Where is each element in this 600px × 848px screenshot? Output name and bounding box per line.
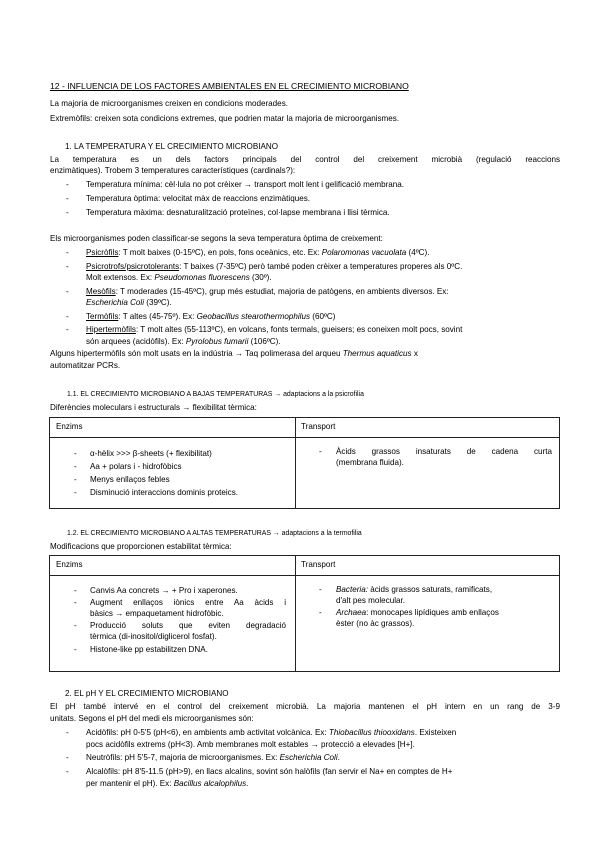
bullet-dash: -: [74, 488, 77, 497]
ph-alkaliphiles-cont: per mantenir el pH). Ex: Bacillus alcalophilus.: [86, 779, 249, 788]
class-psychrotrophs-cont: Molt extensos. Ex: Pseudomonas fluorescens (30º).: [86, 273, 272, 282]
subsection-heading: 1.1. EL CRECIMIENTO MICROBIANO A BAJAS TEMPERATURAS → adaptacions a la psicrofilia: [67, 391, 364, 398]
bullet-dash: -: [66, 753, 69, 762]
bullet-dash: -: [74, 621, 77, 630]
class-hyperthermophiles-cont: són arquees (acidòfils). Ex: Pyrolobus fumarii (106ºC).: [86, 337, 281, 346]
bullet-dash: -: [66, 728, 69, 737]
table-cell: d'alt pes molecular.: [336, 596, 406, 605]
bullet-text: Temperatura mínima: cèl·lula no pot crèixer → transport molt lent i gelificació membrana.: [86, 180, 405, 189]
bullet-text: Temperatura òptima: velocitat màx de reaccions enzimàtiques.: [86, 194, 311, 203]
bullet-dash: -: [66, 194, 69, 203]
table-cell: Histone-like pp estabilitzen DNA.: [90, 645, 208, 654]
table-cell: Augment enllaços iònics entre Aa àcids i: [90, 598, 286, 607]
table-cell: Bacteria: àcids grassos saturats, ramificats,: [336, 585, 493, 594]
low-temp-table: [49, 417, 560, 509]
table-header-transport: Transport: [301, 560, 336, 569]
class-mesophiles: Mesòfils: T moderades (15-45ºC), grup més estudiat, majoria de patògens, en ambients diversos. Ex:: [86, 287, 449, 296]
paragraph-line: Els microorganismes poden classificar-se segons la seva temperatura òptima de creixement:: [50, 234, 383, 243]
paragraph-line: Alguns hipertermòfils són molt usats en la indústria → Taq polimerasa del arqueu Thermus aquaticus x: [50, 349, 418, 358]
bullet-dash: -: [66, 325, 69, 334]
table-cell: tèrmica (di-inositol/diglicerol fosfat).: [90, 632, 217, 641]
bullet-dash: -: [319, 585, 322, 594]
bullet-dash: -: [66, 287, 69, 296]
bullet-dash: -: [74, 645, 77, 654]
bullet-dash: -: [74, 449, 77, 458]
ph-acidophiles-cont: pocs acidòfils extrems (pH<3). Amb membranes molt estables → protecció a elevades [H+].: [86, 740, 415, 749]
bullet-text: Temperatura màxima: desnaturalització proteïnes, col·lapse membrana i llisi tèrmica.: [86, 208, 390, 217]
table-header-enzymes: Enzims: [56, 560, 83, 569]
bullet-dash: -: [74, 586, 77, 595]
paragraph-line: unitats. Segons el pH del medi els microorganismes són:: [50, 714, 254, 723]
bullet-dash: -: [319, 447, 322, 456]
table-cell: Archaea: monocapes lipídiques amb enllaços: [336, 608, 499, 617]
high-temp-table: [49, 555, 560, 672]
ph-acidophiles: Acidòfils: pH 0-5'5 (pH<6), en ambients amb activitat volcànica. Ex: Thiobacillus thiooxidans. Existeixen: [86, 728, 457, 737]
table-cell: bàsics → empaquetament hidrofòbic.: [90, 609, 224, 618]
table-cell: Producció soluts que eviten degradació: [90, 621, 286, 630]
document-title: 12 - INFLUENCIA DE LOS FACTORES AMBIENTALES EN EL CRECIMIENTO MICROBIANO: [50, 81, 409, 91]
bullet-dash: -: [74, 598, 77, 607]
table-header-enzymes: Enzims: [56, 422, 83, 431]
bullet-dash: -: [66, 208, 69, 217]
table-cell: Aa + polars i - hidrofòbics: [90, 462, 182, 471]
bullet-dash: -: [66, 312, 69, 321]
paragraph-line: Modificacions que proporcionen estabilitat tèrmica:: [50, 542, 232, 551]
class-mesophiles-cont: Escherichia Coli (39ºC).: [86, 298, 172, 307]
paragraph-line: El pH també intervé en el control del creixement microbià. La majoria mantenen el pH intern en un rang de 3-9: [50, 702, 560, 711]
bullet-dash: -: [66, 767, 69, 776]
bullet-dash: -: [66, 248, 69, 257]
table-cell: (membrana fluida).: [336, 458, 404, 467]
bullet-dash: -: [74, 475, 77, 484]
intro-line: La majoria de microorganismes creixen en condicions moderades.: [50, 99, 288, 108]
section-heading: 2. EL pH Y EL CRECIMIENTO MICROBIANO: [65, 689, 229, 698]
intro-line: Extremòfils: creixen sota condicions extremes, que podrien matar la majoria de microorganismes.: [50, 114, 400, 123]
table-cell: Disminució interaccions dominis proteics.: [90, 488, 238, 497]
bullet-dash: -: [74, 462, 77, 471]
class-hyperthermophiles: Hipertermòfils: T molt altes (55-113ºC), en volcans, fonts termals, gueisers; es coneixen molt pocs, sovint: [86, 325, 463, 334]
table-header-transport: Transport: [301, 422, 336, 431]
table-cell: α-hèlix >>> β-sheets (+ flexibilitat): [90, 449, 212, 458]
table-cell: Àcids grassos insaturats de cadena curta: [336, 447, 552, 456]
subsection-heading: 1.2. EL CRECIMIENTO MICROBIANO A ALTAS TEMPERATURAS → adaptacions a la termofilia: [67, 530, 362, 537]
paragraph-line: enzimàtiques). Trobem 3 temperatures característiques (cardinals?):: [50, 166, 296, 175]
bullet-dash: -: [319, 608, 322, 617]
class-psychrophiles: Psicròfils: T molt baixes (0-15ºC), en pols, fons oceànics, etc. Ex: Polaromonas vacuolata (4ºC).: [86, 248, 430, 257]
ph-neutrophiles: Neutròfils: pH 5'5-7, majoria de microorganismes. Ex: Escherichia Coli.: [86, 753, 340, 762]
paragraph-line: Diferències moleculars i estructurals → flexibilitat tèrmica:: [50, 403, 257, 412]
paragraph-line: La temperatura es un dels factors principals del control del creixement microbià (regulació reaccions: [50, 155, 560, 164]
table-cell: èster (no àc grassos).: [336, 619, 415, 628]
class-thermophiles: Termòfils: T altes (45-75º). Ex: Geobacillus stearothermophilus (60ºC): [86, 312, 336, 321]
class-psychrotrophs: Psicrotrofs/psicrotolerants: T baixes (7-35ºC) però també poden crèixer a temperatures properes als 0ºC.: [86, 262, 463, 271]
paragraph-line: automatitzar PCRs.: [50, 361, 121, 370]
bullet-dash: -: [66, 180, 69, 189]
ph-alkaliphiles: Alcalòfils: pH 8'5-11.5 (pH>9), en llacs alcalins, sovint són halòfils (fan servir el Na+ en comptes de H+: [86, 767, 453, 776]
bullet-dash: -: [66, 262, 69, 271]
table-cell: Canvis Aa concrets → + Pro i xaperones.: [90, 586, 238, 595]
section-heading: 1. LA TEMPERATURA Y EL CRECIMIENTO MICROBIANO: [65, 142, 279, 151]
table-cell: Menys enllaços febles: [90, 475, 170, 484]
